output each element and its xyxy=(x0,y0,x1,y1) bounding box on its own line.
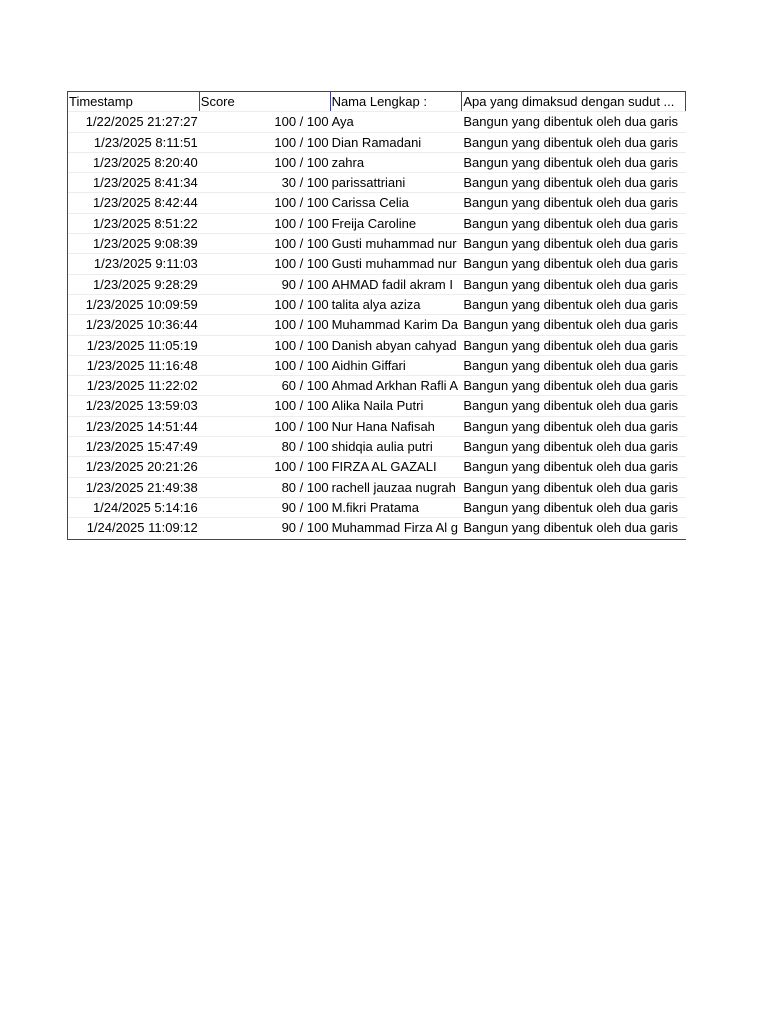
header-score[interactable]: Score xyxy=(200,92,331,111)
table-row xyxy=(68,417,686,437)
name-cell[interactable]: AHMAD fadil akram I xyxy=(331,276,453,292)
timestamp-cell[interactable]: 1/23/2025 10:36:44 xyxy=(85,317,198,333)
name-cell[interactable]: Carissa Celia xyxy=(331,195,409,211)
timestamp-cell[interactable]: 1/24/2025 5:14:16 xyxy=(92,499,198,515)
score-cell[interactable]: 90 / 100 xyxy=(281,520,329,536)
timestamp-cell[interactable]: 1/23/2025 9:11:03 xyxy=(93,256,198,272)
score-cell[interactable]: 100 / 100 xyxy=(274,256,329,272)
score-cell[interactable]: 90 / 100 xyxy=(281,499,329,515)
name-cell[interactable]: parissattriani xyxy=(331,175,406,191)
table-row xyxy=(68,214,686,234)
spreadsheet-table xyxy=(67,91,686,540)
score-cell[interactable]: 100 / 100 xyxy=(274,317,329,333)
name-cell[interactable]: M.fikri Pratama xyxy=(331,499,419,515)
name-cell[interactable]: Muhammad Firza Al g xyxy=(331,520,459,536)
header-timestamp[interactable]: Timestamp xyxy=(68,92,200,111)
name-cell[interactable]: Muhammad Karim Da xyxy=(331,317,459,333)
table-body xyxy=(68,112,686,538)
header-answer[interactable]: Apa yang dimaksud dengan sudut ... xyxy=(462,92,686,111)
answer-cell[interactable]: Bangun yang dibentuk oleh dua garis xyxy=(463,520,679,536)
table-row xyxy=(68,396,686,416)
timestamp-cell[interactable]: 1/23/2025 8:20:40 xyxy=(92,154,198,170)
name-cell[interactable]: Gusti muhammad nur xyxy=(331,236,457,252)
answer-cell[interactable]: Bangun yang dibentuk oleh dua garis xyxy=(463,378,679,394)
name-cell[interactable]: talita alya aziza xyxy=(331,296,421,312)
timestamp-cell[interactable]: 1/23/2025 21:49:38 xyxy=(85,479,198,495)
answer-cell[interactable]: Bangun yang dibentuk oleh dua garis xyxy=(463,357,679,373)
answer-cell[interactable]: Bangun yang dibentuk oleh dua garis xyxy=(463,154,679,170)
score-cell[interactable]: 100 / 100 xyxy=(274,236,329,252)
score-cell[interactable]: 80 / 100 xyxy=(281,439,329,455)
table-row xyxy=(68,356,686,376)
score-cell[interactable]: 100 / 100 xyxy=(274,398,329,414)
table-row xyxy=(68,518,686,538)
name-cell[interactable]: Nur Hana Nafisah xyxy=(331,418,435,434)
answer-cell[interactable]: Bangun yang dibentuk oleh dua garis xyxy=(463,459,679,475)
answer-cell[interactable]: Bangun yang dibentuk oleh dua garis xyxy=(463,276,679,292)
timestamp-cell[interactable]: 1/23/2025 10:09:59 xyxy=(85,296,198,312)
answer-cell[interactable]: Bangun yang dibentuk oleh dua garis xyxy=(463,215,679,231)
timestamp-cell[interactable]: 1/23/2025 8:11:51 xyxy=(93,134,198,150)
answer-cell[interactable]: Bangun yang dibentuk oleh dua garis xyxy=(463,479,679,495)
score-cell[interactable]: 80 / 100 xyxy=(281,479,329,495)
header-name[interactable]: Nama Lengkap : xyxy=(331,92,463,111)
table-row xyxy=(68,336,686,356)
table-row xyxy=(68,153,686,173)
answer-cell[interactable]: Bangun yang dibentuk oleh dua garis xyxy=(463,195,679,211)
table-row xyxy=(68,173,686,193)
score-cell[interactable]: 100 / 100 xyxy=(274,114,329,130)
score-cell[interactable]: 100 / 100 xyxy=(274,337,329,353)
score-cell[interactable]: 60 / 100 xyxy=(281,378,329,394)
timestamp-cell[interactable]: 1/23/2025 8:51:22 xyxy=(92,215,198,231)
answer-cell[interactable]: Bangun yang dibentuk oleh dua garis xyxy=(463,337,679,353)
name-cell[interactable]: zahra xyxy=(331,154,365,170)
answer-cell[interactable]: Bangun yang dibentuk oleh dua garis xyxy=(463,398,679,414)
timestamp-cell[interactable]: 1/22/2025 21:27:27 xyxy=(85,114,198,130)
table-row xyxy=(68,112,686,132)
answer-cell[interactable]: Bangun yang dibentuk oleh dua garis xyxy=(463,134,679,150)
table-row xyxy=(68,376,686,396)
answer-cell[interactable]: Bangun yang dibentuk oleh dua garis xyxy=(463,499,679,515)
name-cell[interactable]: Danish abyan cahyad xyxy=(331,337,457,353)
score-cell[interactable]: 100 / 100 xyxy=(274,459,329,475)
score-cell[interactable]: 100 / 100 xyxy=(274,215,329,231)
answer-cell[interactable]: Bangun yang dibentuk oleh dua garis xyxy=(463,114,679,130)
table-row xyxy=(68,254,686,274)
table-row xyxy=(68,457,686,477)
score-cell[interactable]: 100 / 100 xyxy=(274,418,329,434)
answer-cell[interactable]: Bangun yang dibentuk oleh dua garis xyxy=(463,236,679,252)
score-cell[interactable]: 100 / 100 xyxy=(274,134,329,150)
name-cell[interactable]: Aya xyxy=(331,114,354,130)
name-cell[interactable]: FIRZA AL GAZALI xyxy=(331,459,437,475)
answer-cell[interactable]: Bangun yang dibentuk oleh dua garis xyxy=(463,418,679,434)
timestamp-cell[interactable]: 1/23/2025 8:41:34 xyxy=(92,175,198,191)
timestamp-cell[interactable]: 1/23/2025 8:42:44 xyxy=(92,195,198,211)
answer-cell[interactable]: Bangun yang dibentuk oleh dua garis xyxy=(463,439,679,455)
timestamp-cell[interactable]: 1/23/2025 9:08:39 xyxy=(92,236,198,252)
timestamp-cell[interactable]: 1/23/2025 13:59:03 xyxy=(85,398,198,414)
table-row xyxy=(68,295,686,315)
score-cell[interactable]: 30 / 100 xyxy=(281,175,329,191)
score-cell[interactable]: 100 / 100 xyxy=(274,195,329,211)
timestamp-cell[interactable]: 1/23/2025 11:05:19 xyxy=(86,337,198,353)
name-cell[interactable]: shidqia aulia putri xyxy=(331,439,433,455)
answer-cell[interactable]: Bangun yang dibentuk oleh dua garis xyxy=(463,317,679,333)
name-cell[interactable]: Freija Caroline xyxy=(331,215,417,231)
answer-cell[interactable]: Bangun yang dibentuk oleh dua garis xyxy=(463,175,679,191)
table-row xyxy=(68,478,686,498)
answer-cell[interactable]: Bangun yang dibentuk oleh dua garis xyxy=(463,296,679,312)
score-cell[interactable]: 100 / 100 xyxy=(274,296,329,312)
timestamp-cell[interactable]: 1/23/2025 14:51:44 xyxy=(85,418,198,434)
table-row xyxy=(68,193,686,213)
timestamp-cell[interactable]: 1/23/2025 9:28:29 xyxy=(92,276,198,292)
timestamp-cell[interactable]: 1/23/2025 15:47:49 xyxy=(85,439,198,455)
name-cell[interactable]: Dian Ramadani xyxy=(331,134,422,150)
table-row xyxy=(68,498,686,518)
answer-cell[interactable]: Bangun yang dibentuk oleh dua garis xyxy=(463,256,679,272)
timestamp-cell[interactable]: 1/23/2025 11:22:02 xyxy=(86,378,198,394)
name-cell[interactable]: Aidhin Giffari xyxy=(331,357,406,373)
timestamp-cell[interactable]: 1/23/2025 20:21:26 xyxy=(85,459,198,475)
score-cell[interactable]: 100 / 100 xyxy=(274,154,329,170)
timestamp-cell[interactable]: 1/24/2025 11:09:12 xyxy=(86,520,198,536)
table-row xyxy=(68,315,686,335)
score-cell[interactable]: 100 / 100 xyxy=(274,357,329,373)
table-row xyxy=(68,133,686,153)
name-cell[interactable]: Ahmad Arkhan Rafli A xyxy=(331,378,459,394)
score-cell[interactable]: 90 / 100 xyxy=(281,276,329,292)
table-row xyxy=(68,437,686,457)
name-cell[interactable]: rachell jauzaa nugrah xyxy=(331,479,456,495)
table-row xyxy=(68,275,686,295)
timestamp-cell[interactable]: 1/23/2025 11:16:48 xyxy=(86,357,198,373)
header-row xyxy=(68,92,686,112)
name-cell[interactable]: Alika Naila Putri xyxy=(331,398,424,414)
table-row xyxy=(68,234,686,254)
name-cell[interactable]: Gusti muhammad nur xyxy=(331,256,457,272)
